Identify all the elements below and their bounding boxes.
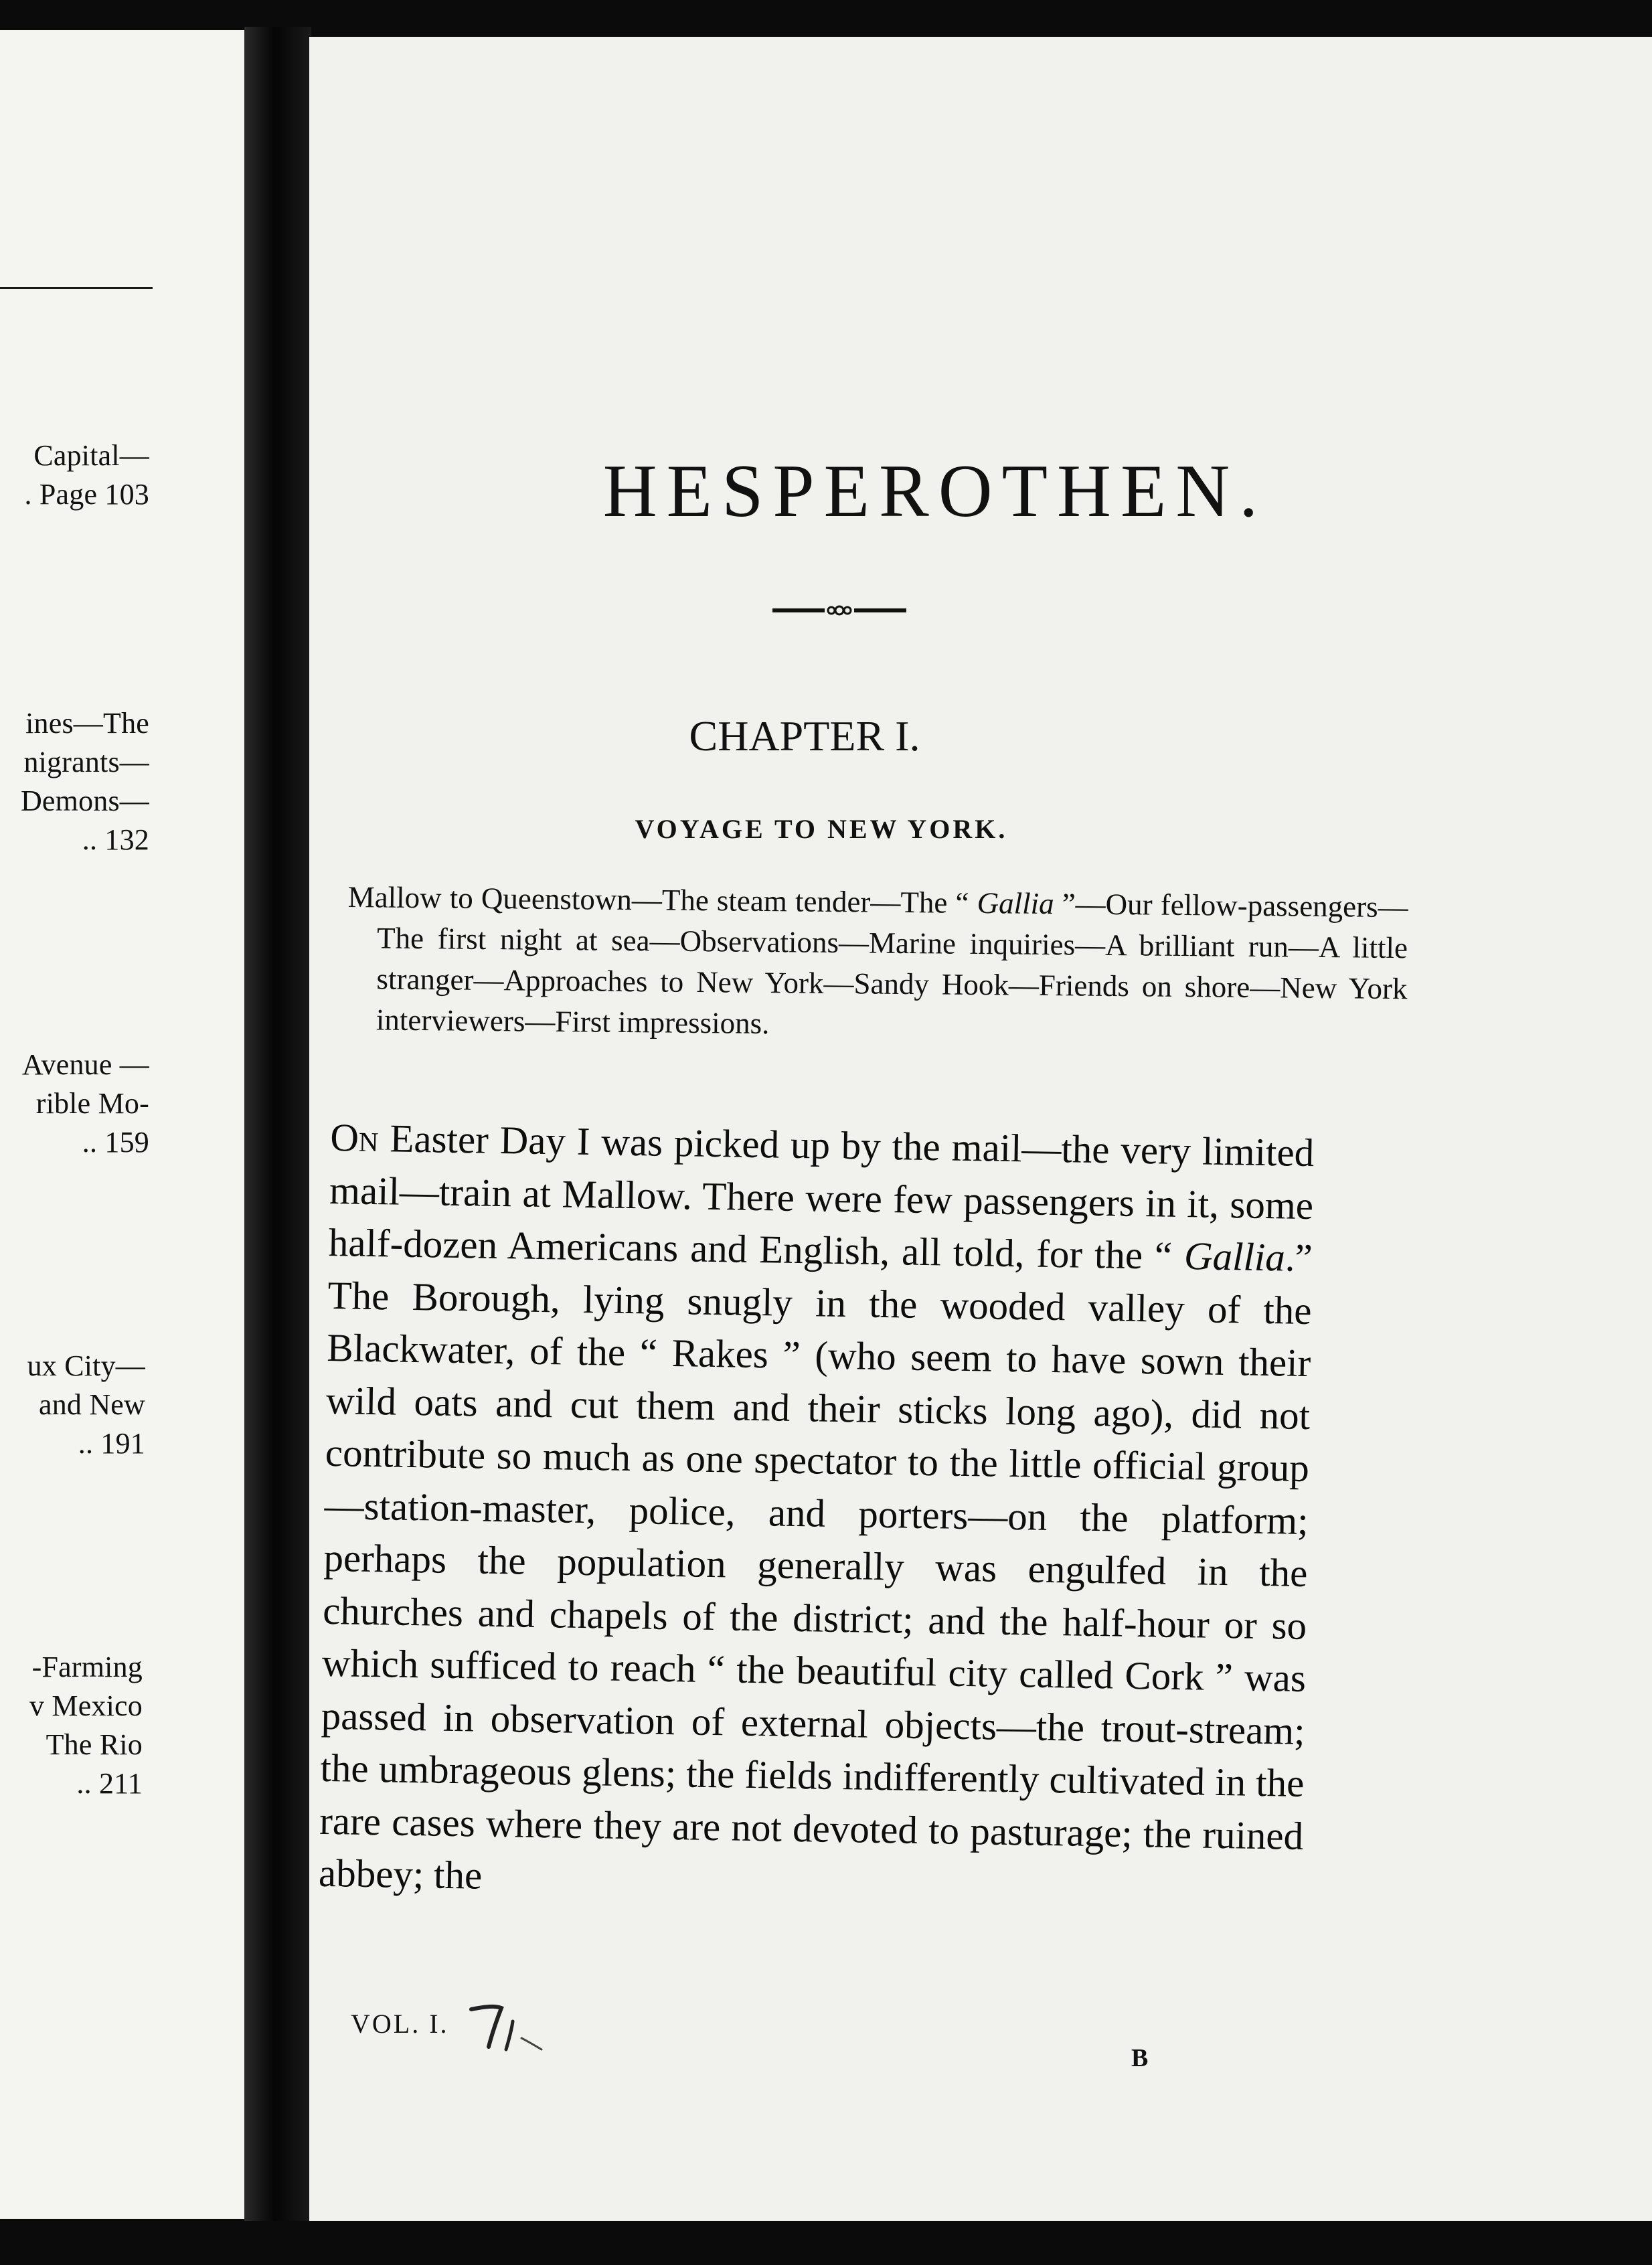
chapter-subheading: VOYAGE TO NEW YORK. (635, 814, 1008, 844)
contents-line: nigrants— (23, 746, 149, 778)
contents-line: .. 132 (82, 823, 149, 856)
left-facing-page (0, 30, 244, 2219)
scan-border (0, 2221, 1652, 2265)
chapter-synopsis (347, 877, 1408, 1050)
synopsis-text: ”—Our fellow-passengers—The first night at sea—Observations—Marine inquiries—A brilliant run—A little stranger—Approaches to New York—Sandy Hook—Friends on shore—New York interviewers—First impressions. (376, 887, 1408, 1041)
contents-line: The Rio (46, 1728, 143, 1761)
contents-line: .. 191 (78, 1427, 145, 1460)
contents-line: . Page 103 (24, 478, 149, 511)
contents-line: Avenue — (21, 1048, 149, 1081)
contents-line: v Mexico (29, 1689, 143, 1722)
contents-line: Demons— (20, 784, 149, 817)
synopsis-text: Mallow to Queenstown—The steam tender—The “ (347, 879, 977, 920)
signature-mark: B (1131, 2044, 1149, 2072)
opening-word: On (329, 1114, 380, 1161)
body-ship-name: Gallia (1183, 1234, 1286, 1280)
contents-line: Capital— (33, 439, 149, 472)
main-page (309, 37, 1652, 2222)
ornament-divider (772, 600, 906, 620)
pencil-mark (465, 2001, 545, 2055)
book-title: HESPEROTHEN. (602, 450, 1268, 533)
page-rule (0, 287, 153, 289)
contents-line: .. 211 (76, 1767, 143, 1800)
body-paragraph (319, 1111, 1315, 1914)
contents-line: rible Mo- (35, 1087, 149, 1120)
synopsis-ship-name: Gallia (977, 886, 1054, 921)
volume-footer: VOL. I. (351, 2009, 449, 2039)
book-gutter (244, 27, 311, 2236)
contents-line: ux City— (27, 1349, 145, 1382)
contents-line: and New (38, 1388, 145, 1421)
body-text-run: .” The Borough, lying snugly in the wooded valley of the Blackwater, of the “ Rakes ” (who seem to have sown their wild oats and cut them and their sticks long ago), did not contribute so much as one spectator to the little official group—station-master, police, and porters—on the platform; perhaps the population generally was engulfed in the churches and chapels of the district; and the half-hour or so which sufficed to reach “ the beautiful city called Cork ” was passed in observation of external objects—the trout-stream; the umbrageous glens; the fields indifferently cultivated in the rare cases where they are not devoted to pasturage; the ruined abbey; the (318, 1235, 1313, 1898)
contents-line: ines—The (25, 707, 149, 740)
contents-line: -Farming (31, 1651, 143, 1683)
body-text-run: Easter Day I was picked up by the mail—the very limited mail—train at Mallow. There were few passengers in it, some half-dozen Americans and English, all told, for the “ (328, 1116, 1315, 1278)
chapter-heading: CHAPTER I. (689, 712, 920, 760)
contents-line: .. 159 (82, 1126, 149, 1159)
